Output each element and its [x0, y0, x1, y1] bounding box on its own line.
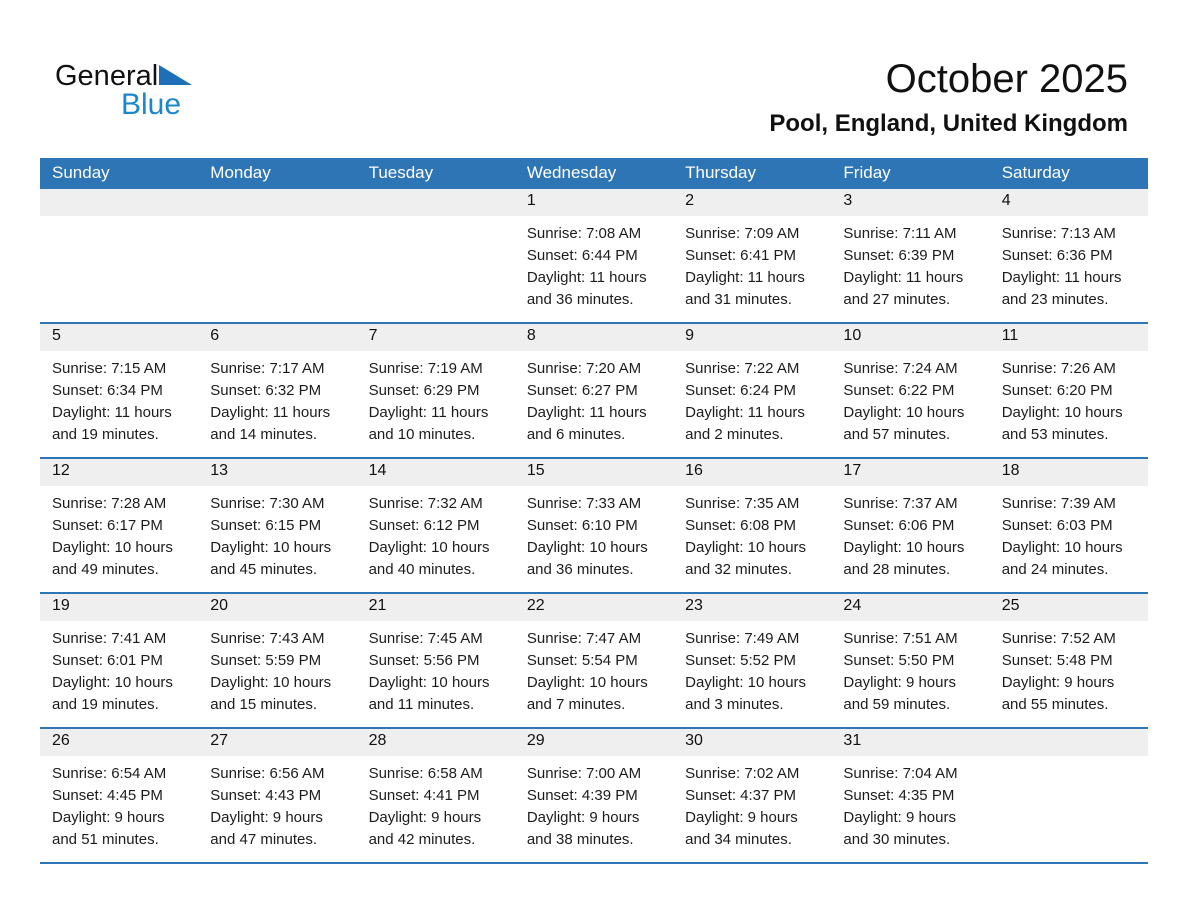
detail-line: Sunset: 6:01 PM — [52, 652, 163, 669]
detail-line: and 57 minutes. — [843, 426, 951, 443]
day-details-18 — [990, 486, 1148, 592]
weekday-header-monday: Monday — [210, 162, 271, 182]
detail-line: Daylight: 11 hours — [1001, 269, 1122, 286]
date-band — [40, 189, 1148, 216]
day-number-20: 20 — [210, 597, 229, 614]
calendar-weeks — [40, 187, 1148, 862]
details-row — [40, 756, 1148, 862]
detail-line: Sunrise: 7:26 AM — [1001, 360, 1116, 377]
day-number-6: 6 — [210, 327, 220, 344]
detail-line: Daylight: 9 hours — [1001, 674, 1115, 691]
detail-line: and 6 minutes. — [526, 426, 626, 443]
details-row — [40, 351, 1148, 457]
detail-line: Sunrise: 7:30 AM — [210, 495, 325, 512]
day-details-25 — [990, 621, 1148, 727]
week-row-3 — [40, 457, 1148, 592]
day-details-7 — [357, 351, 515, 457]
page-location: Pool, England, United Kingdom — [769, 110, 1128, 137]
detail-line: and 14 minutes. — [210, 426, 318, 443]
detail-line: Daylight: 11 hours — [526, 269, 647, 286]
detail-line: Sunrise: 6:56 AM — [210, 765, 325, 782]
week-row-4 — [40, 592, 1148, 727]
empty-day-cell — [40, 216, 198, 322]
day-details-1 — [515, 216, 673, 322]
day-number-21: 21 — [368, 597, 387, 614]
detail-line: Sunset: 5:48 PM — [1001, 652, 1113, 669]
general-blue-logo — [55, 62, 192, 120]
detail-line: Sunrise: 7:33 AM — [526, 495, 642, 512]
detail-line: and 42 minutes. — [368, 831, 476, 848]
detail-line: Sunrise: 7:00 AM — [526, 765, 642, 782]
detail-line: Sunset: 4:41 PM — [368, 787, 480, 804]
day-details-3 — [831, 216, 989, 322]
day-details-27 — [198, 756, 356, 862]
details-row — [40, 216, 1148, 322]
weekday-header-wednesday: Wednesday — [526, 162, 617, 182]
detail-line: Sunset: 6:12 PM — [368, 517, 480, 534]
detail-line: and 32 minutes. — [685, 561, 792, 578]
detail-line: and 10 minutes. — [368, 426, 476, 443]
day-number-26: 26 — [52, 732, 70, 749]
detail-line: Sunset: 5:54 PM — [526, 652, 638, 669]
detail-line: and 51 minutes. — [52, 831, 159, 848]
detail-line: Daylight: 10 hours — [843, 404, 965, 421]
detail-line: Sunset: 6:39 PM — [843, 247, 955, 264]
day-details-2 — [673, 216, 831, 322]
detail-line: and 24 minutes. — [1001, 561, 1109, 578]
detail-line: Daylight: 10 hours — [526, 674, 648, 691]
detail-line: Sunset: 4:35 PM — [843, 787, 955, 804]
day-details-12 — [40, 486, 198, 592]
detail-line: Sunset: 4:43 PM — [210, 787, 322, 804]
detail-line: Daylight: 10 hours — [210, 539, 332, 556]
day-details-4 — [990, 216, 1148, 322]
detail-line: Sunset: 6:41 PM — [685, 247, 797, 264]
detail-line: and 30 minutes. — [843, 831, 951, 848]
detail-line: Sunset: 6:27 PM — [526, 382, 638, 399]
detail-line: Sunrise: 7:49 AM — [685, 630, 800, 647]
detail-line: Sunrise: 7:24 AM — [843, 360, 958, 377]
detail-line: Daylight: 11 hours — [210, 404, 331, 421]
detail-line: Daylight: 9 hours — [843, 809, 956, 826]
detail-line: Daylight: 9 hours — [526, 809, 640, 826]
detail-line: Daylight: 11 hours — [685, 269, 805, 286]
day-details-8 — [515, 351, 673, 457]
detail-line: Sunrise: 7:35 AM — [685, 495, 800, 512]
detail-line: Daylight: 11 hours — [685, 404, 805, 421]
detail-line: Sunrise: 6:58 AM — [368, 765, 483, 782]
detail-line: Sunrise: 7:20 AM — [526, 360, 642, 377]
day-details-11 — [990, 351, 1148, 457]
detail-line: Sunset: 6:29 PM — [368, 382, 480, 399]
day-details-20 — [198, 621, 356, 727]
logo-blue-text: Blue — [121, 88, 182, 121]
detail-line: Sunrise: 7:45 AM — [368, 630, 483, 647]
detail-line: Sunset: 6:24 PM — [685, 382, 797, 399]
day-details-5 — [40, 351, 198, 457]
detail-line: and 59 minutes. — [843, 696, 951, 713]
detail-line: Daylight: 10 hours — [368, 539, 490, 556]
day-details-19 — [40, 621, 198, 727]
detail-line: Daylight: 11 hours — [368, 404, 489, 421]
detail-line: and 11 minutes. — [368, 696, 475, 713]
detail-line: Daylight: 9 hours — [843, 674, 956, 691]
detail-line: Sunset: 6:08 PM — [685, 517, 797, 534]
day-number-24: 24 — [843, 597, 862, 614]
day-details-30 — [673, 756, 831, 862]
date-band — [40, 729, 1148, 756]
detail-line: and 19 minutes. — [52, 426, 159, 443]
day-number-17: 17 — [843, 462, 862, 479]
detail-line: and 23 minutes. — [1001, 291, 1109, 308]
day-details-23 — [673, 621, 831, 727]
logo-general-text: General — [55, 60, 159, 92]
detail-line: Daylight: 10 hours — [52, 539, 173, 556]
day-number-31: 31 — [843, 732, 862, 749]
weekday-header-tuesday: Tuesday — [368, 162, 434, 182]
day-details-6 — [198, 351, 356, 457]
detail-line: and 49 minutes. — [52, 561, 159, 578]
day-number-19: 19 — [52, 597, 70, 614]
detail-line: and 45 minutes. — [210, 561, 318, 578]
day-number-3: 3 — [843, 192, 853, 209]
detail-line: Sunset: 6:15 PM — [210, 517, 322, 534]
detail-line: Sunset: 5:56 PM — [368, 652, 480, 669]
detail-line: and 3 minutes. — [685, 696, 784, 713]
detail-line: Daylight: 10 hours — [368, 674, 490, 691]
detail-line: Daylight: 10 hours — [210, 674, 332, 691]
weekday-header-saturday: Saturday — [1001, 162, 1070, 182]
date-band — [40, 324, 1148, 351]
day-details-26 — [40, 756, 198, 862]
day-number-30: 30 — [685, 732, 703, 749]
detail-line: and 34 minutes. — [685, 831, 792, 848]
detail-line: Sunset: 6:22 PM — [843, 382, 955, 399]
detail-line: Sunrise: 7:43 AM — [210, 630, 325, 647]
day-number-13: 13 — [210, 462, 229, 479]
detail-line: Sunrise: 7:04 AM — [843, 765, 958, 782]
date-band — [40, 594, 1148, 621]
detail-line: and 55 minutes. — [1001, 696, 1109, 713]
page-title: October 2025 — [885, 57, 1128, 101]
detail-line: Sunrise: 7:37 AM — [843, 495, 958, 512]
day-details-15 — [515, 486, 673, 592]
detail-line: Daylight: 10 hours — [52, 674, 173, 691]
detail-line: Daylight: 10 hours — [843, 539, 965, 556]
day-number-14: 14 — [368, 462, 387, 479]
detail-line: and 28 minutes. — [843, 561, 951, 578]
detail-line: Sunset: 6:36 PM — [1001, 247, 1113, 264]
detail-line: Sunrise: 7:08 AM — [526, 225, 642, 242]
week-row-5 — [40, 727, 1148, 862]
day-number-10: 10 — [843, 327, 862, 344]
detail-line: Sunrise: 7:41 AM — [52, 630, 167, 647]
day-details-17 — [831, 486, 989, 592]
detail-line: and 47 minutes. — [210, 831, 318, 848]
day-number-18: 18 — [1001, 462, 1020, 479]
detail-line: Daylight: 9 hours — [685, 809, 798, 826]
detail-line: Daylight: 10 hours — [685, 674, 807, 691]
day-number-4: 4 — [1001, 192, 1011, 209]
day-details-14 — [357, 486, 515, 592]
detail-line: Sunrise: 7:15 AM — [52, 360, 167, 377]
calendar-table — [40, 158, 1148, 864]
detail-line: Daylight: 10 hours — [685, 539, 807, 556]
day-number-29: 29 — [526, 732, 545, 749]
day-number-15: 15 — [526, 462, 545, 479]
detail-line: and 31 minutes. — [685, 291, 792, 308]
detail-line: Daylight: 11 hours — [52, 404, 172, 421]
day-details-28 — [357, 756, 515, 862]
detail-line: Sunrise: 7:52 AM — [1001, 630, 1116, 647]
detail-line: Sunrise: 7:11 AM — [843, 225, 957, 242]
empty-day-cell — [990, 729, 1148, 756]
detail-line: and 27 minutes. — [843, 291, 951, 308]
detail-line: Sunrise: 7:47 AM — [526, 630, 642, 647]
empty-day-cell — [40, 189, 198, 216]
day-details-21 — [357, 621, 515, 727]
detail-line: Sunrise: 7:22 AM — [685, 360, 800, 377]
detail-line: Sunset: 5:52 PM — [685, 652, 797, 669]
detail-line: and 19 minutes. — [52, 696, 159, 713]
day-number-28: 28 — [368, 732, 387, 749]
empty-day-cell — [198, 216, 356, 322]
detail-line: Sunset: 6:06 PM — [843, 517, 955, 534]
day-number-16: 16 — [685, 462, 703, 479]
day-details-31 — [831, 756, 989, 862]
detail-line: Sunset: 5:59 PM — [210, 652, 322, 669]
empty-day-cell — [990, 756, 1148, 862]
details-row — [40, 486, 1148, 592]
details-row — [40, 621, 1148, 727]
weekday-header-sunday: Sunday — [52, 162, 110, 182]
empty-day-cell — [198, 189, 356, 216]
detail-line: Daylight: 11 hours — [526, 404, 647, 421]
detail-line: Sunrise: 7:13 AM — [1001, 225, 1116, 242]
day-number-22: 22 — [526, 597, 545, 614]
day-number-2: 2 — [685, 192, 695, 209]
detail-line: Daylight: 11 hours — [843, 269, 964, 286]
detail-line: Sunset: 6:03 PM — [1001, 517, 1113, 534]
day-number-7: 7 — [368, 327, 378, 344]
detail-line: Sunset: 6:44 PM — [526, 247, 638, 264]
day-details-22 — [515, 621, 673, 727]
empty-day-cell — [357, 189, 515, 216]
weekday-header-row — [40, 158, 1148, 187]
detail-line: Sunset: 6:17 PM — [52, 517, 163, 534]
detail-line: Sunset: 6:20 PM — [1001, 382, 1113, 399]
day-number-11: 11 — [1001, 327, 1019, 344]
detail-line: Sunset: 4:39 PM — [526, 787, 638, 804]
calendar-header — [769, 57, 1128, 138]
detail-line: Sunrise: 7:51 AM — [843, 630, 958, 647]
detail-line: Sunset: 5:50 PM — [843, 652, 955, 669]
detail-line: Sunrise: 7:28 AM — [52, 495, 167, 512]
day-number-8: 8 — [526, 327, 536, 344]
day-details-13 — [198, 486, 356, 592]
detail-line: Daylight: 9 hours — [368, 809, 482, 826]
detail-line: and 36 minutes. — [526, 291, 634, 308]
day-details-16 — [673, 486, 831, 592]
detail-line: Sunrise: 7:17 AM — [210, 360, 325, 377]
detail-line: Sunset: 4:37 PM — [685, 787, 797, 804]
empty-day-cell — [357, 216, 515, 322]
day-number-1: 1 — [526, 192, 536, 209]
week-row-1 — [40, 187, 1148, 322]
detail-line: Daylight: 10 hours — [1001, 539, 1123, 556]
day-details-9 — [673, 351, 831, 457]
date-band — [40, 459, 1148, 486]
detail-line: and 7 minutes. — [526, 696, 626, 713]
weekday-header-friday: Friday — [843, 162, 891, 182]
week-row-2 — [40, 322, 1148, 457]
day-number-9: 9 — [685, 327, 695, 344]
detail-line: Sunrise: 6:54 AM — [52, 765, 167, 782]
detail-line: and 36 minutes. — [526, 561, 634, 578]
detail-line: and 15 minutes. — [210, 696, 318, 713]
detail-line: and 53 minutes. — [1001, 426, 1109, 443]
detail-line: Sunrise: 7:19 AM — [368, 360, 483, 377]
detail-line: Daylight: 9 hours — [210, 809, 323, 826]
day-number-25: 25 — [1001, 597, 1020, 614]
day-details-10 — [831, 351, 989, 457]
detail-line: and 38 minutes. — [526, 831, 634, 848]
detail-line: Sunset: 6:10 PM — [526, 517, 638, 534]
detail-line: Daylight: 9 hours — [52, 809, 165, 826]
day-number-27: 27 — [210, 732, 229, 749]
detail-line: Sunset: 4:45 PM — [52, 787, 163, 804]
detail-line: and 40 minutes. — [368, 561, 476, 578]
detail-line: Sunrise: 7:39 AM — [1001, 495, 1116, 512]
detail-line: Sunset: 6:34 PM — [52, 382, 163, 399]
detail-line: Sunset: 6:32 PM — [210, 382, 322, 399]
detail-line: Daylight: 10 hours — [1001, 404, 1123, 421]
detail-line: and 2 minutes. — [685, 426, 784, 443]
day-number-23: 23 — [685, 597, 703, 614]
day-number-12: 12 — [52, 462, 70, 479]
logo-triangle-icon — [159, 65, 192, 89]
day-details-29 — [515, 756, 673, 862]
day-number-5: 5 — [52, 327, 61, 344]
day-details-24 — [831, 621, 989, 727]
detail-line: Sunrise: 7:02 AM — [685, 765, 800, 782]
detail-line: Daylight: 10 hours — [526, 539, 648, 556]
detail-line: Sunrise: 7:09 AM — [685, 225, 800, 242]
detail-line: Sunrise: 7:32 AM — [368, 495, 483, 512]
weekday-header-thursday: Thursday — [685, 162, 757, 182]
